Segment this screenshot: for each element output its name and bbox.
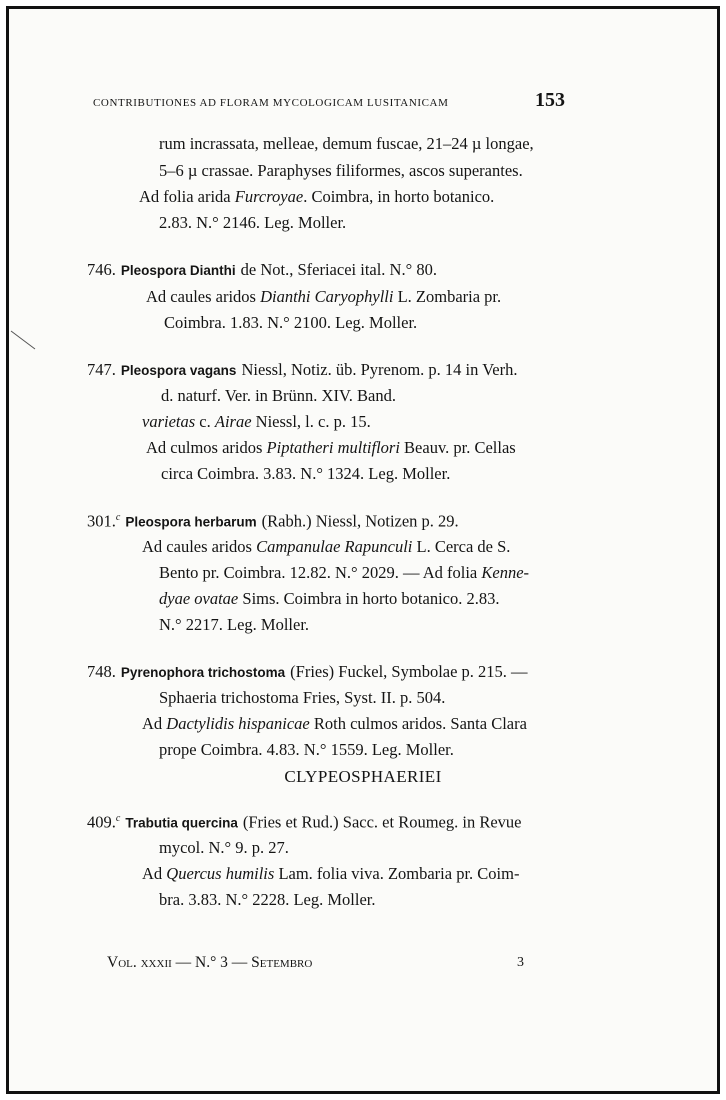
text-line: prope Coimbra. 4.83. N.° 1559. Leg. Moller. <box>159 740 454 759</box>
text-line: bra. 3.83. N.° 2228. Leg. Moller. <box>159 890 376 909</box>
footer-volume: Vol. xxxii — N.° 3 — Setembro <box>107 954 313 971</box>
running-title: CONTRIBUTIONES AD FLORAM MYCOLOGICAM LUSITANICAM <box>93 97 449 109</box>
text-line: d. naturf. Ver. in Brünn. XIV. Band. <box>161 386 396 405</box>
species-name: Trabutia quercina <box>125 815 238 831</box>
text-line: Ad caules aridos Dianthi Caryophylli L. Zombaria pr. <box>146 287 502 306</box>
text-line: Ad culmos aridos Piptatheri multiflori Beauv. pr. Cellas <box>146 438 516 457</box>
text-line: Ad Quercus humilis Lam. folia viva. Zombaria pr. Coim- <box>142 864 520 883</box>
text-line: Ad caules aridos Campanulae Rapunculi L. Cerca de S. <box>142 537 511 556</box>
text-line: mycol. N.° 9. p. 27. <box>159 838 289 857</box>
text-line: Sphaeria trichostoma Fries, Syst. II. p. 504. <box>159 688 446 707</box>
signature-mark: 3 <box>517 955 524 970</box>
entry-number: 748. <box>87 662 116 681</box>
text-line: circa Coimbra. 3.83. N.° 1324. Leg. Moller. <box>161 464 451 483</box>
species-name: Pleospora vagans <box>120 363 237 378</box>
species-name: Pyrenophora trichostoma <box>120 665 286 680</box>
entry-number: 746. <box>87 260 116 279</box>
text-line: Bento pr. Coimbra. 12.82. N.° 2029. — Ad folia Kenne- <box>159 563 530 582</box>
entry-heading: 409.$^c$ Trabutia quercina (Fries et Rud.) Sacc. et Roumeg. in Revue <box>87 812 522 832</box>
species-name: Pleospora herbarum <box>125 514 257 530</box>
entry-heading: 301.$^c$ Pleospora herbarum (Rabh.) Niessl, Notizen p. 29. <box>87 511 459 531</box>
text-line: Coimbra. 1.83. N.° 2100. Leg. Moller. <box>164 313 418 332</box>
text-line: rum incrassata, melleae, demum fuscae, 21–24 µ longae, <box>159 134 534 153</box>
text-line: Ad Dactylidis hispanicae Roth culmos aridos. Santa Clara <box>142 714 527 733</box>
text-line: 2.83. N.° 2146. Leg. Moller. <box>159 213 347 232</box>
entry-number: 409.$^c$ <box>87 812 121 832</box>
entry-heading: 747. Pleospora vagans Niessl, Notiz. üb. Pyrenom. p. 14 in Verh. <box>87 360 518 379</box>
text-line: Ad folia arida Furcroyae. Coimbra, in horto botanico. <box>139 187 495 206</box>
text-line: varietas c. Airae Niessl, l. c. p. 15. <box>142 412 371 431</box>
entry-heading: 748. Pyrenophora trichostoma (Fries) Fuckel, Symbolae p. 215. — <box>87 662 528 681</box>
pencil-mark <box>9 327 39 353</box>
entry-number: 747. <box>87 360 116 379</box>
text-line: 5–6 µ crassae. Paraphyses filiformes, ascos superantes. <box>159 161 523 180</box>
species-name: Pleospora Dianthi <box>120 263 236 278</box>
entry-number: 301.$^c$ <box>87 511 121 531</box>
running-header <box>93 97 593 109</box>
text-line: dyae ovatae Sims. Coimbra in horto botanico. 2.83. <box>159 589 500 608</box>
text-line: N.° 2217. Leg. Moller. <box>159 615 310 634</box>
journal-page <box>6 6 720 1094</box>
page-number: 153 <box>535 89 565 111</box>
section-title: CLYPEOSPHAERIEI <box>284 767 442 786</box>
entry-heading: 746. Pleospora Dianthi de Not., Sferiacei ital. N.° 80. <box>87 260 437 279</box>
